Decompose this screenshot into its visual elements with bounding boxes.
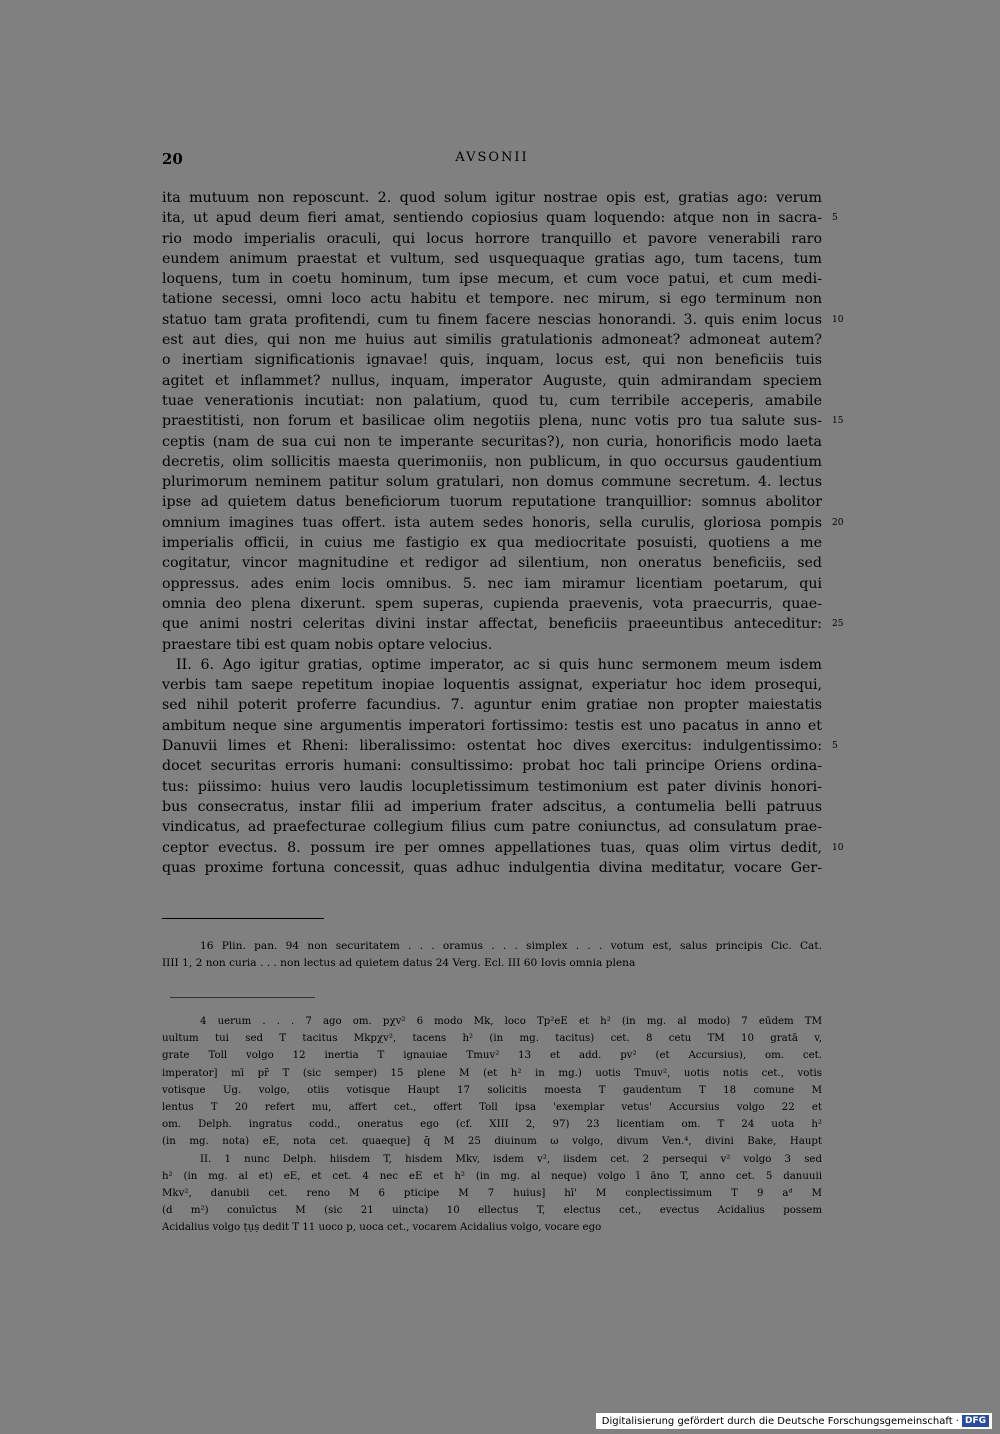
text-line-text: ipse ad quietem datus beneficiorum tuorum reputatione tranquillior: somnus abolitor [162, 494, 822, 511]
text-line-text: praestare tibi est quam nobis optare velocius. [162, 636, 493, 653]
apparatus-line-text: uultum tui sed T tacitus Mkpχv², tacens h² (in mg. tacitus) cet. 8 cetu TM 10 gratā v, [162, 1033, 822, 1045]
apparatus-line-text: II. 1 nunc Delph. hiisdem T, hisdem Mkv, isdem v², iisdem cet. 2 persequi v² volgo 3 sed [200, 1153, 822, 1165]
text-line [162, 777, 822, 797]
text-line-text: bus consecratus, instar filii ad imperium frater adscitus, a contumelia belli patruus [162, 798, 822, 815]
text-line-text: verbis tam saepe repetitum inopiae loquentis assignat, experiatur hoc idem prosequi, [162, 677, 822, 694]
text-line-text: statuo tam grata profitendi, cum tu finem facere nescias honorandi. 3. quis enim locus [162, 311, 822, 328]
source-notes [162, 938, 822, 972]
text-line [162, 208, 838, 228]
apparatus-line-text: Mkv², danubii cet. reno M 6 pticipe M 7 huius] hī' M conplectissimum T 9 aᵈ M [162, 1187, 822, 1199]
line-number: 5 [832, 741, 838, 752]
text-line [162, 249, 822, 269]
text-line [162, 310, 844, 330]
text-line [162, 858, 822, 878]
source-line [162, 938, 822, 955]
apparatus-line-text: votisque Ug. volgo, otiis votisque Haupt 17 solicitis moesta T gaudentum T 18 comune M [162, 1084, 822, 1096]
text-line [162, 229, 822, 249]
line-number: 10 [832, 842, 844, 853]
running-head [162, 150, 822, 170]
apparatus-line [162, 1047, 822, 1064]
page-number: 20 [162, 150, 183, 168]
text-line [162, 635, 822, 655]
text-line-text: decretis, olim sollicitis maesta querimoniis, non publicum, in quo occursus gaudentium [162, 453, 822, 470]
text-line-text: eundem animum praestat et vultum, sed usquequaque gratias ago, tum tacens, tum [162, 250, 822, 267]
text-line-text: imperialis officii, in cuius me fastigio ex qua mediocritate posuisti, quotiens a me [162, 535, 822, 552]
apparatus-line [162, 1082, 822, 1099]
apparatus-line-text: Acidalius volgo ṭụṣ dedit T 11 uoco p, uoca cet., vocarem Acidalius volgo, vocare ego [162, 1222, 602, 1234]
text-line [162, 675, 822, 695]
sources-rule [162, 918, 324, 919]
text-line-text: omnia deo plena dixerunt. spem superas, cupienda praevenis, vota praecurris, quae- [162, 595, 822, 612]
text-line [162, 716, 822, 736]
text-line [162, 350, 822, 370]
apparatus-line-text: grate Toll volgo 12 inertia T ignauiae Tmuv² 13 et add. pv² (et Accursius), om. cet. [162, 1050, 822, 1062]
text-line [162, 472, 822, 492]
apparatus-line-text: lentus T 20 refert mu, affert cet., offert Toll ipsa 'exemplar vetus' Accursius volgo 22 et [162, 1101, 822, 1113]
text-line-text: tus: piissimo: huius vero laudis locupletissimum testimonium est pater divinis honori- [162, 778, 822, 795]
text-line-text: praestitisti, non forum et basilicae olim negotiis plena, nunc votis pro tua salute sus- [162, 413, 822, 430]
text-line-text: que animi nostri celeritas divini instar affectat, beneficiis praeeuntibus anteceditur: [162, 616, 822, 633]
text-line [162, 655, 822, 675]
banner-text: Digitalisierung gefördert durch die Deutsche Forschungsgemeinschaft · [601, 1415, 959, 1427]
apparatus-line [162, 1116, 822, 1133]
text-line-text: oppressus. ades enim locis omnibus. 5. nec iam miramur licentiam poetarum, qui [162, 575, 822, 592]
source-line-text: IIII 1, 2 non curia . . . non lectus ad quietem datus 24 Verg. Ecl. III 60 Iovis omnia plena [162, 957, 636, 970]
text-line [162, 492, 822, 512]
text-line [162, 695, 822, 715]
text-line-text: ita, ut apud deum fieri amat, sentiendo copiosius quam loquendo: atque non in sacra- [162, 210, 822, 227]
source-line-text: 16 Plin. pan. 94 non securitatem . . . oramus . . . simplex . . . votum est, salus principis Cic. Cat. [200, 940, 822, 952]
apparatus-line-text: om. Delph. ingratus codd., oneratus ego (cf. XIII 2, 97) 23 licentiam om. T 24 uota h² [162, 1119, 822, 1131]
critical-apparatus [162, 1013, 822, 1236]
text-line [162, 533, 822, 553]
text-line [162, 513, 844, 533]
text-line-text: ceptis (nam de sua cui non te imperante securitas?), non curia, honorificis modo laeta [162, 433, 822, 450]
apparatus-line [162, 1013, 822, 1030]
text-line-text: ceptor evectus. 8. possum ire per omnes appellationes tuas, quas olim virtus dedit, [162, 839, 822, 856]
line-number: 10 [832, 314, 844, 325]
text-line-text: sed nihil poterit proferre facundius. 7. aguntur enim gratiae non propter maiestatis [162, 697, 822, 714]
line-number: 25 [832, 619, 844, 630]
apparatus-rule [170, 997, 315, 998]
text-line-text: quas proxime fortuna concessit, quas adhuc indulgentia divina meditatur, vocare Ger- [162, 859, 822, 876]
text-line-text: agitet et inflammet? nullus, inquam, imperator Auguste, quin admirandam speciem [162, 372, 822, 389]
text-line [162, 188, 822, 208]
apparatus-line [162, 1168, 822, 1185]
text-line-text: cogitatur, vincor magnitudine et redigor ad silentium, non oneratus beneficiis, sed [162, 555, 822, 572]
text-line [162, 452, 822, 472]
text-line-text: plurimorum neminem patitur solum gratulari, non domus commune secretum. 4. lectus [162, 474, 822, 491]
text-line-text: o inertiam significationis ignavae! quis, inquam, locus est, qui non beneficiis tuis [162, 352, 822, 369]
text-line [162, 614, 844, 634]
text-line [162, 330, 822, 350]
line-number: 5 [832, 213, 838, 224]
apparatus-line [162, 1185, 822, 1202]
text-line [162, 411, 844, 431]
text-line-text: vindicatus, ad praefecturae collegium filius cum patre coniunctus, ad consulatum prae- [162, 819, 822, 836]
text-line [162, 736, 838, 756]
text-line-text: II. 6. Ago igitur gratias, optime imperator, ac si quis hunc sermonem meum isdem [176, 656, 822, 673]
line-number: 15 [832, 416, 844, 427]
text-line-text: Danuvii limes et Rheni: liberalissimo: ostentat hoc dives exercitus: indulgentissimo: [162, 738, 822, 755]
text-line [162, 391, 822, 411]
text-line [162, 432, 822, 452]
text-line [162, 371, 822, 391]
apparatus-line [162, 1133, 822, 1150]
text-line [162, 797, 822, 817]
apparatus-line-text: 4 uerum . . . 7 ago om. pχv² 6 modo Mk, loco Tp²eE et h² (in mg. al modo) 7 eūdem TM [200, 1016, 822, 1027]
text-line-text: est aut dies, qui non me huius aut similis gratulationis admoneat? admoneat autem? [162, 332, 822, 349]
text-line [162, 289, 822, 309]
text-line [162, 269, 822, 289]
text-line-text: rio modo imperialis oraculi, qui locus horrore tranquillo et pavore venerabili raro [162, 230, 822, 247]
text-line-text: omnium imagines tuas offert. ista autem sedes honoris, sella curulis, gloriosa pompis [162, 514, 822, 531]
line-number: 20 [832, 517, 844, 528]
text-line [162, 594, 822, 614]
text-line [162, 574, 822, 594]
text-line-text: docet securitas erroris humani: consultissimo: probat hoc tali principe Oriens ordina- [162, 758, 822, 775]
text-line-text: ambitum neque sine argumentis imperatori fortissimo: testis est uno pacatus in anno et [162, 717, 822, 734]
digitization-banner [596, 1413, 992, 1429]
source-line [162, 955, 822, 972]
apparatus-line [162, 1219, 822, 1236]
apparatus-line [162, 1030, 822, 1047]
main-text [162, 188, 844, 878]
apparatus-line [162, 1099, 822, 1116]
text-line [162, 756, 822, 776]
running-title: AVSONII [455, 150, 529, 165]
apparatus-line-text: (d m²) conuīctus M (sic 21 uincta) 10 ellectus T, electus cet., evectus Acidalius possem [162, 1205, 822, 1217]
dfg-logo: DFG [962, 1415, 989, 1427]
apparatus-line-text: (in mg. nota) eE, nota cet. quaeque] q̄ M 25 diuinum ω volgo, divum Ven.⁴, divini Bake, Haupt [162, 1136, 822, 1148]
text-line [162, 817, 822, 837]
text-line [162, 838, 844, 858]
apparatus-line-text: h² (in mg. al et) eE, et cet. 4 nec eE et h² (in mg. al neque) volgo ī āno T, anno cet. 5 danuuii [162, 1170, 822, 1182]
apparatus-line [162, 1065, 822, 1082]
text-line [162, 553, 822, 573]
text-line-text: tatione secessi, omni loco actu habitu et tempore. nec mirum, si ego terminum non [162, 291, 822, 308]
apparatus-line [162, 1202, 822, 1219]
apparatus-line [162, 1151, 822, 1168]
text-line-text: ita mutuum non reposcunt. 2. quod solum igitur nostrae opis est, gratias ago: verum [162, 190, 822, 206]
text-line-text: tuae venerationis incutiat: non palatium, quod tu, cum terribile acceperis, amabile [162, 392, 822, 409]
text-line-text: loquens, tum in coetu hominum, tum ipse mecum, et cum voce patui, et cum medi- [162, 271, 822, 288]
apparatus-line-text: imperator] mī pr̄ T (sic semper) 15 plene M (et h² in mg.) uotis Tmuv², uotis notis cet., votis [162, 1067, 822, 1079]
